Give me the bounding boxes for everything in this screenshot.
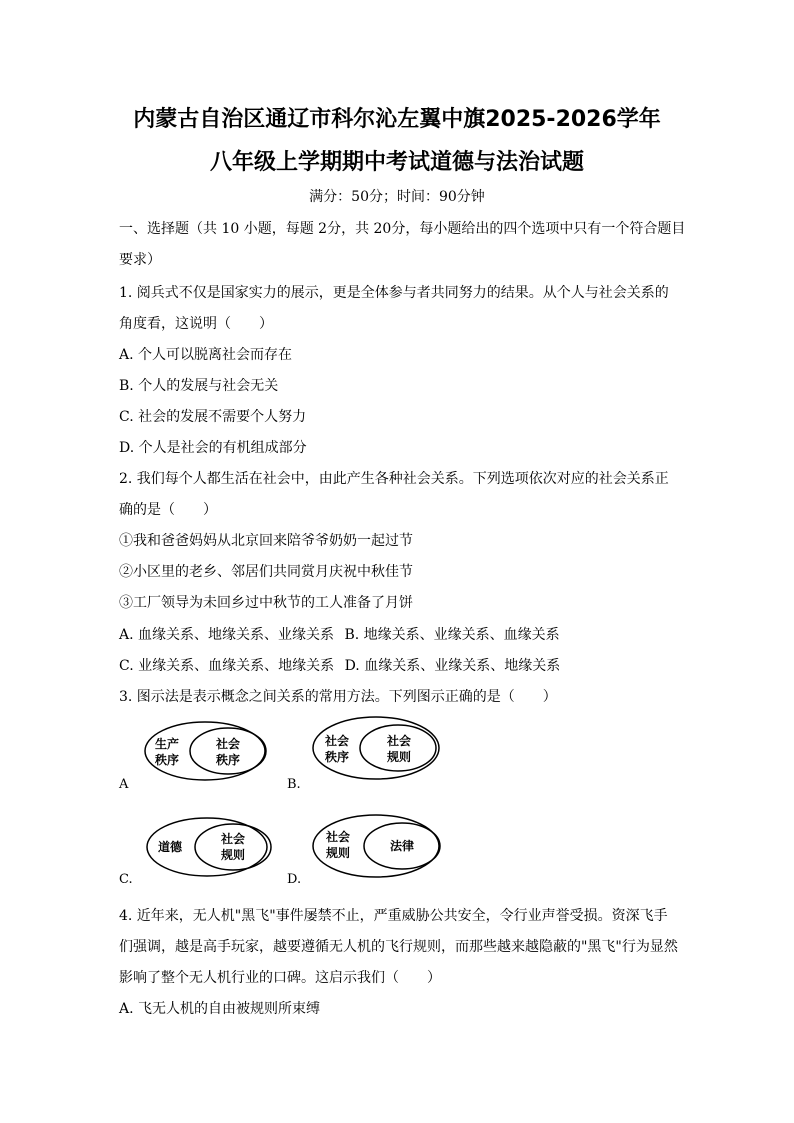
q2-stem-cont: 确的是（ ）	[119, 502, 217, 518]
diagram-b-outer-label-1: 社会	[324, 734, 350, 748]
q3-diagram-b-label: B.	[287, 777, 301, 792]
q3-diagram-b	[310, 712, 442, 786]
q3-diagram-a-label: A	[119, 777, 129, 792]
q1-option-b: B. 个人的发展与社会无关	[119, 378, 279, 394]
q2-option-a: A. 血缘关系、地缘关系、业缘关系	[119, 627, 335, 643]
q3-diagram-c-label: C.	[119, 872, 133, 887]
document-title-line2: 八年级上学期期中考试道德与法治试题	[209, 150, 584, 175]
diagram-b-inner-label-2: 规则	[386, 750, 412, 764]
q2-option-d: D. 血缘关系、业缘关系、地缘关系	[344, 658, 561, 674]
q3-diagram-d	[310, 811, 444, 885]
diagram-c-inner-label-2: 规则	[220, 848, 246, 862]
q2-options-row1	[119, 624, 566, 644]
q2-item-1: ①我和爸爸妈妈从北京回来陪爷爷奶奶一起过节	[119, 533, 413, 549]
q3-diagram-c	[145, 814, 275, 884]
exam-info: 满分：50分；时间：90分钟	[309, 189, 485, 205]
q2-item-2: ②小区里的老乡、邻居们共同赏月庆祝中秋佳节	[119, 564, 413, 580]
diagram-a-outer-label-1: 生产	[154, 737, 180, 751]
q4-stem-cont-1: 们强调，越是高手玩家，越要遵循无人机的飞行规则，而那些越来越隐蔽的"黑飞"行为显然	[119, 939, 678, 955]
q1-stem: 1. 阅兵式不仅是国家实力的展示，更是全体参与者共同努力的结果。从个人与社会关系的	[119, 285, 669, 301]
q4-stem-cont-2: 影响了整个无人机行业的口碑。这启示我们（ ）	[119, 970, 441, 986]
diagram-a-inner-label-1: 社会	[215, 737, 241, 751]
q4-option-a: A. 飞无人机的自由被规则所束缚	[119, 1001, 321, 1017]
q2-option-b: B. 地缘关系、业缘关系、血缘关系	[344, 627, 560, 643]
section-heading-cont: 要求）	[119, 252, 161, 268]
diagram-c-outer-label: 道德	[157, 840, 183, 854]
diagram-a-inner-label-2: 秩序	[215, 753, 241, 767]
q1-option-d: D. 个人是社会的有机组成部分	[119, 440, 307, 456]
q3-diagram-a	[143, 717, 273, 787]
diagram-b-inner-label-1: 社会	[386, 734, 412, 748]
q3-stem: 3. 图示法是表示概念之间关系的常用方法。下列图示正确的是（ ）	[119, 689, 557, 705]
q2-option-c: C. 业缘关系、血缘关系、地缘关系	[119, 658, 335, 674]
q4-stem: 4. 近年来，无人机"黑飞"事件屡禁不止，严重威胁公共安全，令行业声誉受损。资深飞手	[119, 908, 668, 924]
diagram-d-outer-label-2: 规则	[325, 846, 351, 860]
diagram-a-outer-label-2: 秩序	[154, 753, 180, 767]
q2-item-3: ③工厂领导为未回乡过中秋节的工人准备了月饼	[119, 595, 413, 611]
q2-options-row2	[119, 655, 566, 675]
q1-option-c: C. 社会的发展不需要个人努力	[119, 409, 307, 425]
q2-stem: 2. 我们每个人都生活在社会中，由此产生各种社会关系。下列选项依次对应的社会关系正	[119, 471, 669, 487]
diagram-b-outer-label-2: 秩序	[324, 750, 350, 764]
document-title-line1: 内蒙古自治区通辽市科尔沁左翼中旗2025-2026学年	[133, 107, 661, 132]
section-heading: 一、选择题（共 10 小题，每题 2分，共 20分，每小题给出的四个选项中只有一个符合题目	[119, 221, 686, 237]
diagram-d-inner-label: 法律	[389, 839, 415, 853]
q1-option-a: A. 个人可以脱离社会而存在	[119, 347, 293, 363]
diagram-d-outer-label-1: 社会	[325, 830, 351, 844]
diagram-c-inner-label-1: 社会	[220, 832, 246, 846]
q3-diagram-d-label: D.	[287, 872, 302, 887]
q1-stem-cont: 角度看，这说明（ ）	[119, 316, 273, 332]
